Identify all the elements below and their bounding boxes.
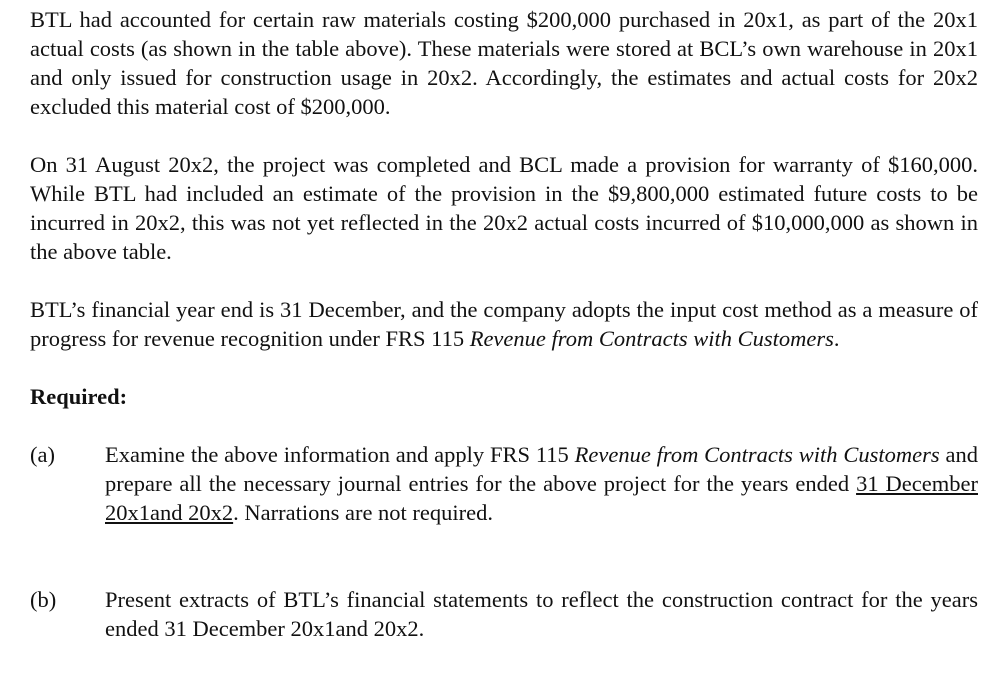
question-a-text-start: Examine the above information and apply FRS 115 — [105, 442, 575, 467]
question-a-text-end: . Narrations are not required. — [233, 500, 494, 525]
question-b — [30, 585, 978, 643]
required-heading: Required: — [30, 384, 128, 409]
question-a-text-middle: and prepare all the necessary journal entries for the above project for the years ended — [105, 442, 978, 496]
document-page — [30, 5, 978, 643]
paragraph-warranty-provision: On 31 August 20x2, the project was completed and BCL made a provision for warranty of $160,000. While BTL had included an estimate of the provision in the $9,800,000 estimated future costs to be incurred in 20x2, this was not yet reflected in the 20x2 actual costs incurred of $10,000,000 as shown in the above table. — [30, 152, 978, 264]
question-a-text — [105, 440, 978, 527]
paragraph-financial-year-end — [30, 295, 978, 353]
paragraph-financial-year-end-text: BTL’s financial year end is 31 December, and the company adopts the input cost method as a measure of progress for revenue recognition under FRS 115 — [30, 297, 978, 351]
question-a-label: (a) — [30, 442, 55, 467]
question-b-label: (b) — [30, 587, 57, 612]
question-a-standard-title: Revenue from Contracts with Customers — [574, 442, 940, 467]
question-a — [30, 440, 978, 527]
standard-title: Revenue from Contracts with Customers — [469, 326, 834, 351]
paragraph-raw-materials: BTL had accounted for certain raw materials costing $200,000 purchased in 20x1, as part of the 20x1 actual costs (as shown in the table above). These materials were stored at BCL’s own warehouse in 20x1 and only issued for construction usage in 20x2. Accordingly, the estimates and actual costs for 20x2 excluded this material cost of $200,000. — [30, 7, 978, 119]
question-b-text: Present extracts of BTL’s financial statements to reflect the construction contract for the years ended 31 December 20x1and 20x2. — [105, 587, 978, 641]
question-a-years-underlined: 31 December 20x1and 20x2 — [105, 471, 978, 525]
paragraph-financial-year-end-end: . — [833, 326, 840, 351]
